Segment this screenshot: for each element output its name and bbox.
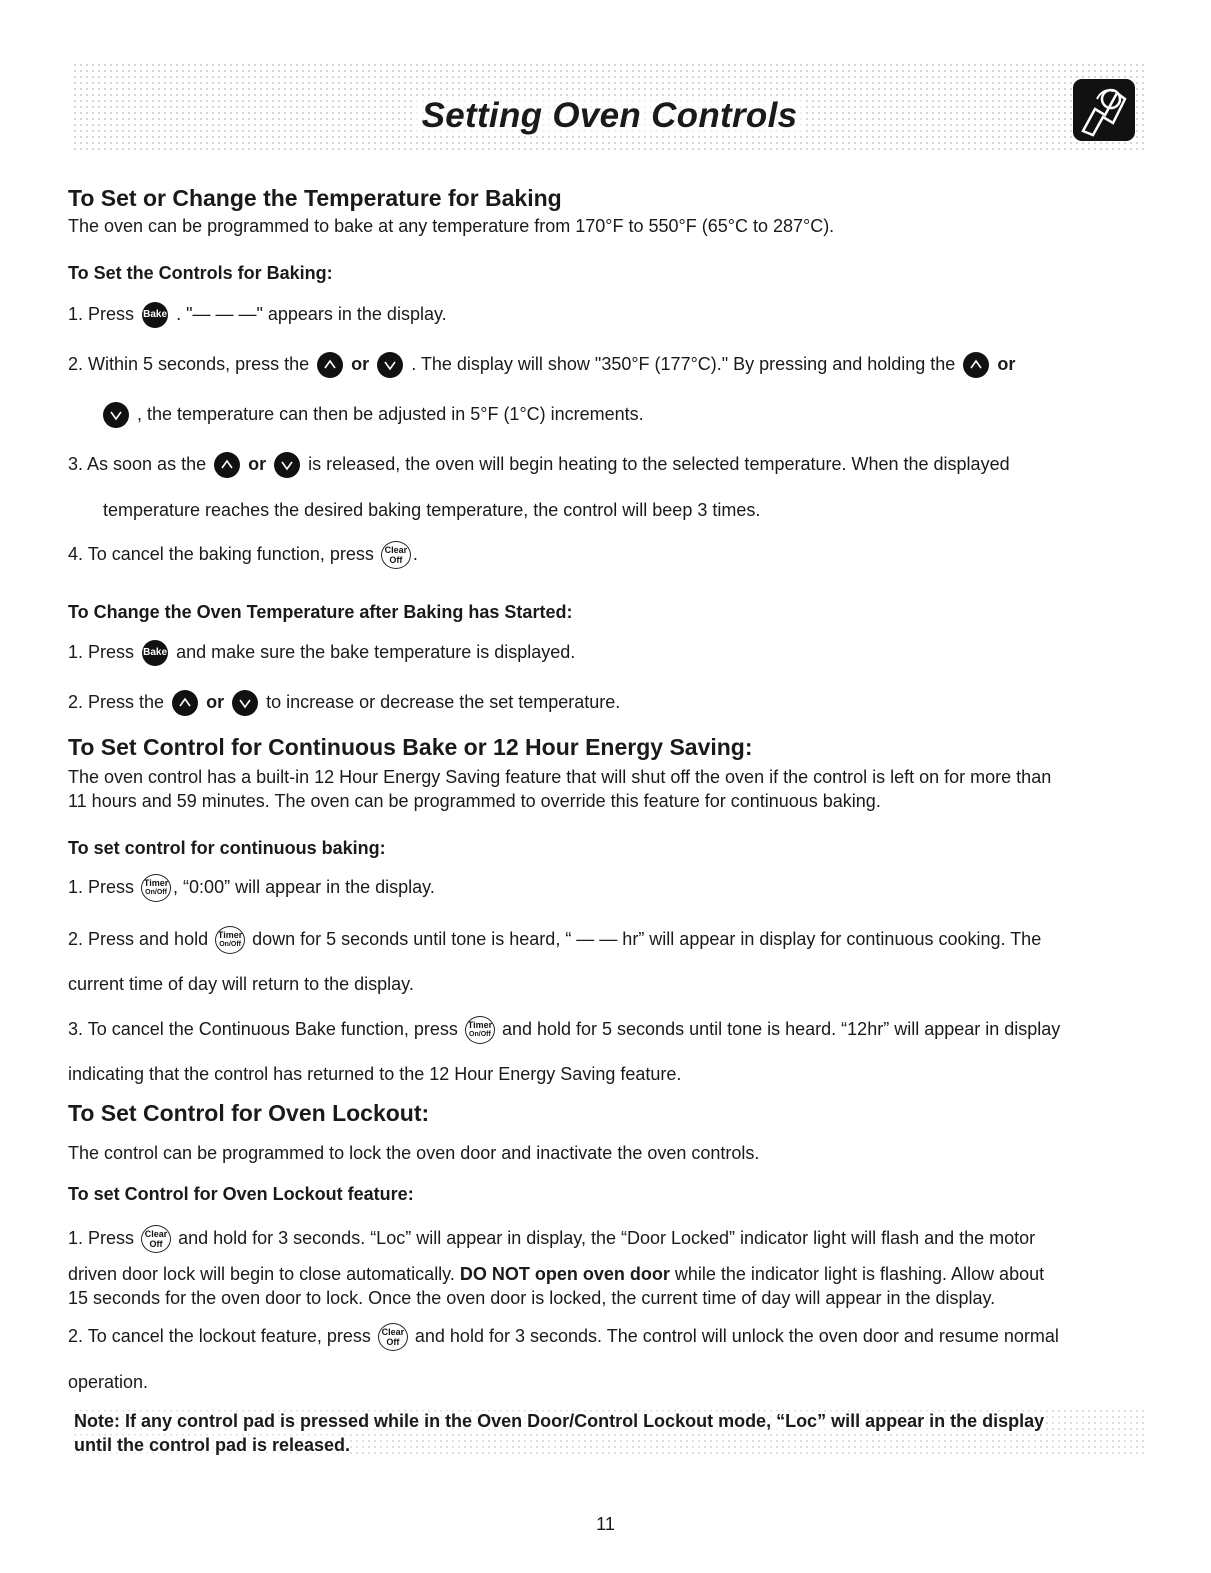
- clear-off-key-icon: Clear Off: [381, 541, 411, 569]
- subheading-lockout-feature: To set Control for Oven Lockout feature:: [68, 1184, 414, 1204]
- continuous-step-3-continued: indicating that the control has returned to the 12 Hour Energy Saving feature.: [68, 1064, 682, 1084]
- up-arrow-key-icon: [317, 352, 343, 378]
- section-heading-continuous-bake: To Set Control for Continuous Bake or 12 Hour Energy Saving:: [68, 734, 753, 760]
- bake-key-icon: Bake: [142, 640, 168, 666]
- note-line-2: until the control pad is released.: [74, 1435, 351, 1455]
- up-arrow-key-icon: [172, 690, 198, 716]
- continuous-step-1: 1. Press Timer On/Off , “0:00” will appear in the display.: [68, 874, 435, 902]
- up-arrow-key-icon: [963, 352, 989, 378]
- lockout-step-2-continued: operation.: [68, 1372, 149, 1392]
- bake-step-3: 3. As soon as the or is released, the oven will begin heating to the selected temperature. When the displayed: [68, 452, 1010, 478]
- bake-step-4: 4. To cancel the baking function, press Clear Off .: [68, 541, 418, 569]
- page-header: [72, 62, 1147, 152]
- clear-off-key-icon: Clear Off: [378, 1323, 408, 1351]
- subheading-set-controls: To Set the Controls for Baking:: [68, 263, 333, 283]
- lockout-intro: The control can be programmed to lock the oven door and inactivate the oven controls.: [68, 1143, 760, 1163]
- note-line-1: Note: If any control pad is pressed while in the Oven Door/Control Lockout mode, “Loc” will appear in the display: [74, 1411, 1045, 1431]
- change-step-2: 2. Press the or to increase or decrease the set temperature.: [68, 690, 620, 716]
- note-box: [72, 1408, 1148, 1458]
- continuous-step-2: 2. Press and hold Timer On/Off down for 5 seconds until tone is heard, “ — — hr” will appear in display for continuous cooking. The: [68, 926, 1041, 954]
- timer-on-off-key-icon: Timer On/Off: [465, 1016, 495, 1044]
- bake-key-icon: Bake: [142, 302, 168, 328]
- down-arrow-key-icon: [232, 690, 258, 716]
- baking-intro: The oven can be programmed to bake at any temperature from 170°F to 550°F (65°C to 287°C).: [68, 216, 835, 236]
- section-heading-baking: To Set or Change the Temperature for Baking: [68, 185, 562, 211]
- continuous-step-2-continued: current time of day will return to the display.: [68, 974, 414, 994]
- bake-step-2: 2. Within 5 seconds, press the or . The display will show "350°F (177°C)." By pressing and holding the or: [68, 352, 1015, 378]
- lockout-step-1-line-3: 15 seconds for the oven door to lock. Once the oven door is locked, the current time of day will appear in the display.: [68, 1288, 996, 1308]
- bake-step-3-continued: temperature reaches the desired baking temperature, the control will beep 3 times.: [103, 500, 761, 520]
- down-arrow-key-icon: [274, 452, 300, 478]
- continuous-step-3: 3. To cancel the Continuous Bake function, press Timer On/Off and hold for 5 seconds until tone is heard. “12hr” will appear in display: [68, 1016, 1060, 1044]
- continuous-intro-line-2: 11 hours and 59 minutes. The oven can be programmed to override this feature for continuous baking.: [68, 791, 881, 811]
- timer-on-off-key-icon: Timer On/Off: [141, 874, 171, 902]
- clear-off-key-icon: Clear Off: [141, 1225, 171, 1253]
- page-number: 11: [596, 1514, 615, 1534]
- down-arrow-key-icon: [377, 352, 403, 378]
- subheading-continuous-baking: To set control for continuous baking:: [68, 838, 386, 858]
- change-step-1: 1. Press Bake and make sure the bake temperature is displayed.: [68, 640, 575, 666]
- timer-on-off-key-icon: Timer On/Off: [215, 926, 245, 954]
- up-arrow-key-icon: [214, 452, 240, 478]
- page-title: Setting Oven Controls: [72, 96, 1147, 136]
- lockout-step-1: 1. Press Clear Off and hold for 3 seconds. “Loc” will appear in display, the “Door Locked” indicator light will flash and the motor: [68, 1225, 1035, 1253]
- bake-step-1: 1. Press Bake . "— — —" appears in the display.: [68, 302, 447, 328]
- chef-hands-icon: [1073, 79, 1135, 141]
- down-arrow-key-icon: [103, 402, 129, 428]
- subheading-change-temp: To Change the Oven Temperature after Baking has Started:: [68, 602, 573, 622]
- continuous-intro-line-1: The oven control has a built-in 12 Hour Energy Saving feature that will shut off the oven if the control is left on for more than: [68, 767, 1052, 787]
- section-heading-lockout: To Set Control for Oven Lockout:: [68, 1100, 430, 1126]
- bake-step-2-continued: , the temperature can then be adjusted in 5°F (1°C) increments.: [100, 402, 644, 428]
- lockout-step-2: 2. To cancel the lockout feature, press Clear Off and hold for 3 seconds. The control will unlock the oven door and resume normal: [68, 1323, 1059, 1351]
- lockout-step-1-line-2: driven door lock will begin to close automatically. DO NOT open oven door while the indicator light is flashing. Allow about: [68, 1264, 1045, 1284]
